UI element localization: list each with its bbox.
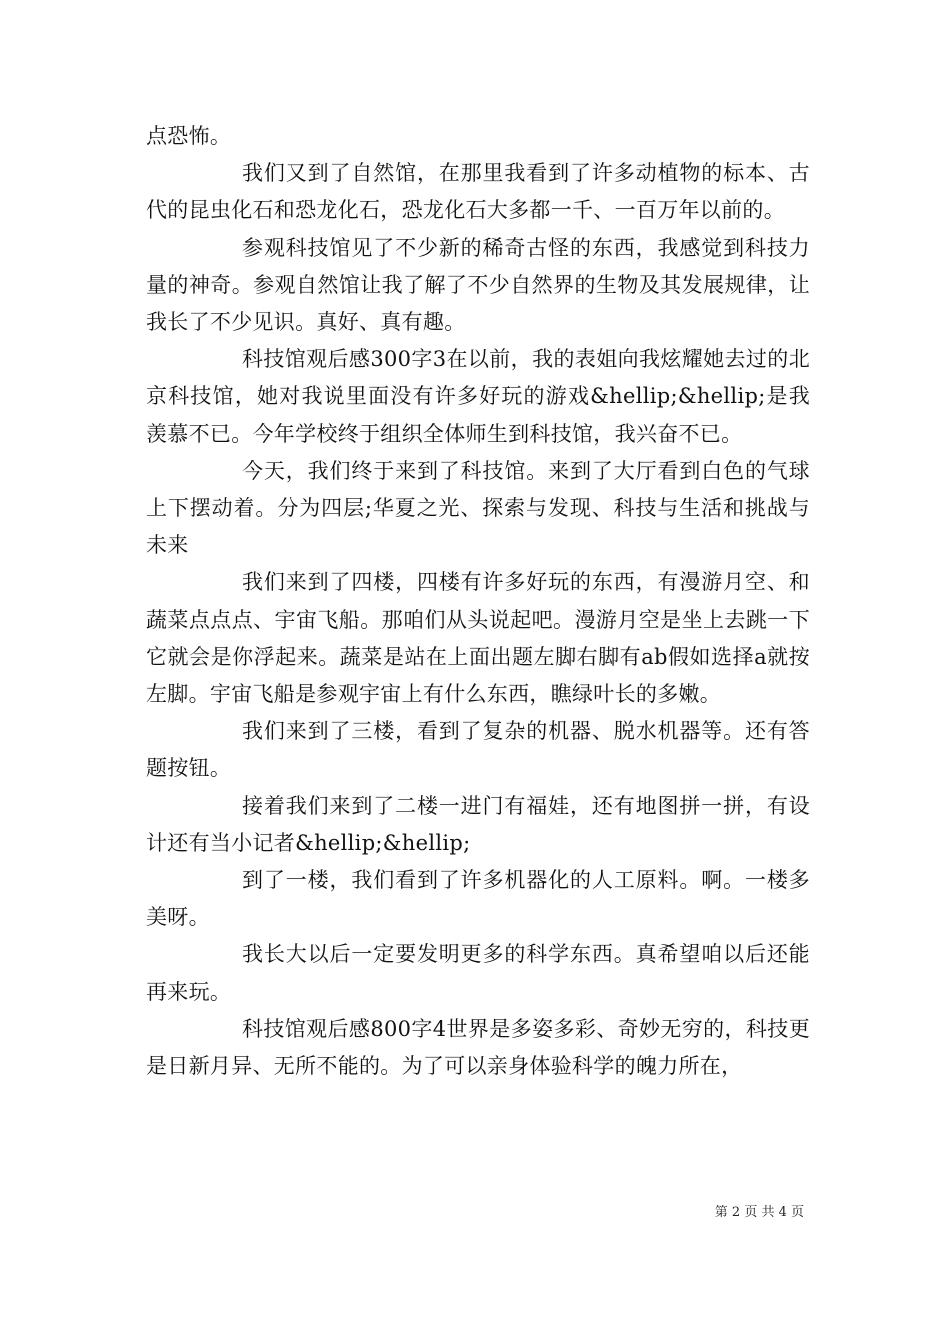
paragraph-10: 我长大以后一定要发明更多的科学东西。真希望咱以后还能再来玩。 — [146, 942, 810, 1004]
page-number-footer: 第 2 页 共 4 页 — [714, 1205, 804, 1220]
paragraph-3: 参观科技馆见了不少新的稀奇古怪的东西，我感觉到科技力量的神奇。参观自然馆让我了解了不少自然界的生物及其发展规律，让我长了不少见识。真好、真有趣。 — [146, 235, 810, 335]
paragraph-2: 我们又到了自然馆，在那里我看到了许多动植物的标本、古代的昆虫化石和恐龙化石，恐龙化石大多都一千、一百万年以前的。 — [146, 161, 810, 223]
paragraph-11: 科技馆观后感800字4世界是多姿多彩、奇妙无穷的，科技更是日新月异、无所不能的。为了可以亲身体验科学的魄力所在， — [146, 1016, 810, 1079]
paragraph-7: 我们来到了三楼，看到了复杂的机器、脱水机器等。还有答题按钮。 — [146, 719, 810, 781]
paragraph-4: 科技馆观后感300字3在以前，我的表姐向我炫耀她去过的北京科技馆，她对我说里面没有许多好玩的游戏&hellip;&hellip;是我羡慕不已。今年学校终于组织全体师生到科技馆，我兴奋不已。 — [146, 347, 810, 446]
paragraph-6: 我们来到了四楼，四楼有许多好玩的东西，有漫游月空、和蔬菜点点点、宇宙飞船。那咱们从头说起吧。漫游月空是坐上去跳一下它就会是你浮起来。蔬菜是站在上面出题左脚右脚有ab假如选择a就按左脚。宇宙飞船是参观宇宙上有什么东西，瞧绿叶长的多嫩。 — [146, 570, 810, 707]
paragraph-8: 接着我们来到了二楼一进门有福娃，还有地图拼一拼，有设计还有当小记者&hellip;&hellip; — [146, 793, 810, 855]
paragraph-1: 点恐怖。 — [146, 124, 232, 148]
document-body — [146, 118, 810, 1085]
paragraph-5: 今天，我们终于来到了科技馆。来到了大厅看到白色的气球上下摆动着。分为四层;华夏之光、探索与发现、科技与生活和挑战与未来 — [146, 458, 810, 558]
paragraph-9: 到了一楼，我们看到了许多机器化的人工原料。啊。一楼多美呀。 — [146, 868, 810, 930]
